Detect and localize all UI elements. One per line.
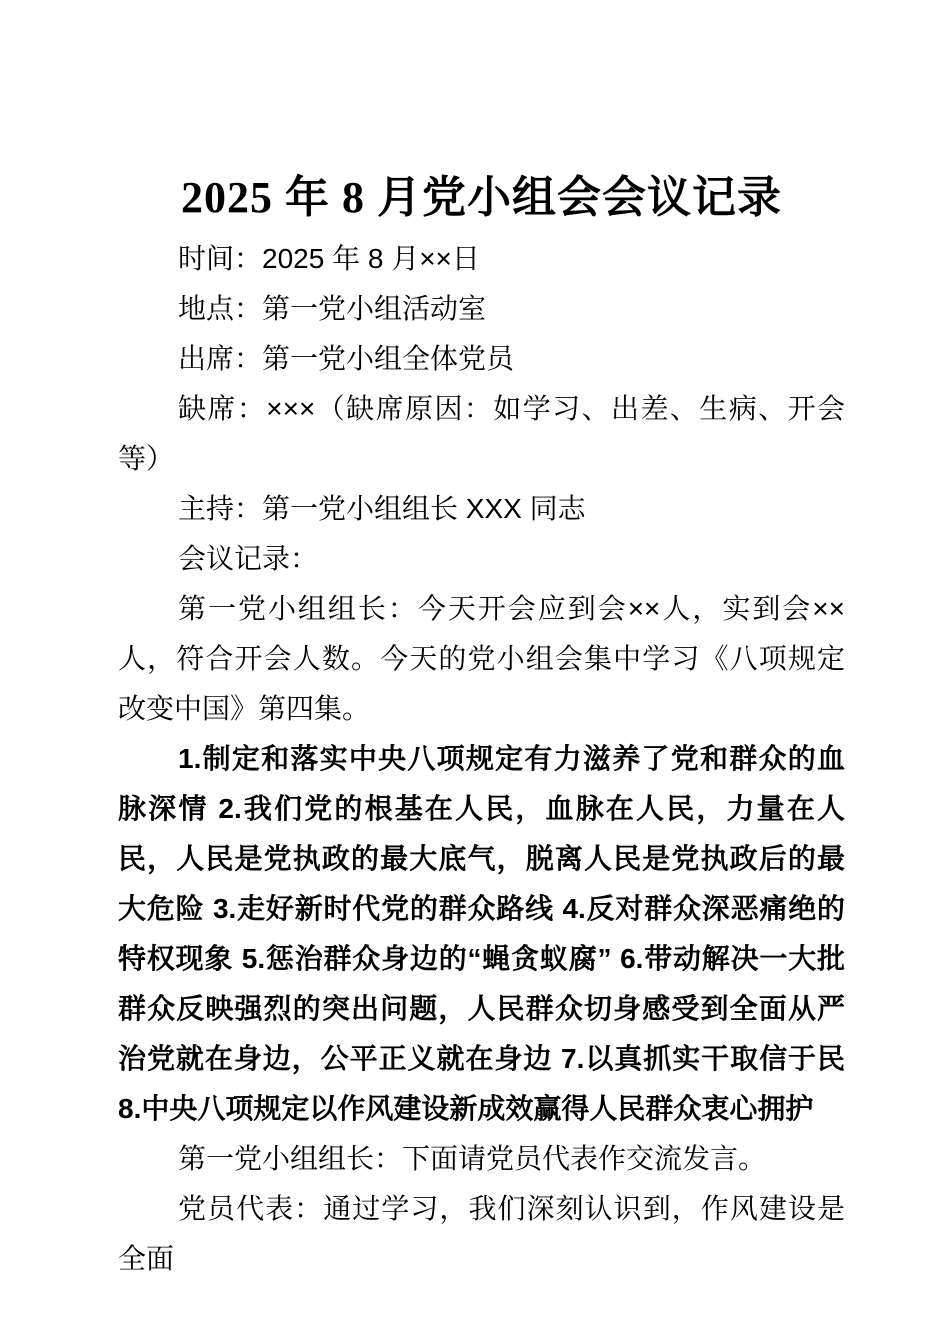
- paragraph-opening-remarks: 第一党小组组长：今天开会应到会××人，实到会××人，符合开会人数。今天的党小组会集中学习《八项规定改变中国》第四集。: [118, 593, 845, 724]
- meta-line-absent: 缺席：×××（缺席原因：如学习、出差、生病、开会等）: [118, 393, 845, 474]
- document-title: 2025 年 8 月党小组会会议记录: [181, 173, 782, 222]
- meta-line-time: 时间：2025 年 8 月××日: [178, 243, 480, 274]
- meta-line-host: 主持：第一党小组组长 XXX 同志: [178, 493, 586, 524]
- paragraph-study-content: 1.制定和落实中央八项规定有力滋养了党和群众的血脉深情 2.我们党的根基在人民，血脉在人民，力量在人民，人民是党执政的最大底气，脱离人民是党执政后的最大危险 3.走好新时代党的群众路线 4.反对群众深恶痛绝的特权现象 5.惩治群众身边的“蝇贪蚁腐” 6.带动解决一大批群众反映强烈的突出问题，人民群众切身感受到全面从严治党就在身边，公平正义就在身边 7.以真抓实干取信于民 8.中央八项规定以作风建设新成效赢得人民群众衷心拥护: [118, 743, 845, 1124]
- meta-line-location: 地点：第一党小组活动室: [178, 293, 487, 324]
- meta-line-attendees: 出席：第一党小组全体党员: [178, 343, 515, 374]
- paragraph-invite-speech: 第一党小组组长：下面请党员代表作交流发言。: [178, 1143, 767, 1174]
- meta-line-record-label: 会议记录：: [178, 543, 319, 574]
- paragraph-member-speech: 党员代表：通过学习，我们深刻认识到，作风建设是全面: [118, 1193, 845, 1274]
